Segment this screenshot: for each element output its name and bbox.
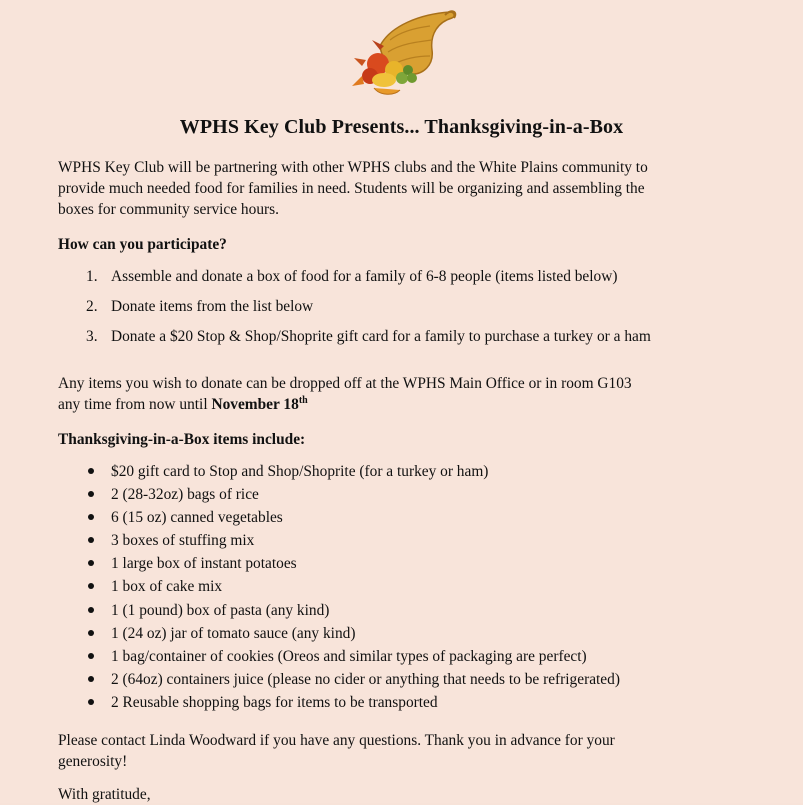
step-text: Assemble and donate a box of food for a family of 6-8 people (items listed below): [111, 268, 618, 285]
bullet-icon: [88, 560, 94, 566]
list-item: [0, 669, 803, 692]
list-item: [0, 576, 803, 599]
list-item: [0, 484, 803, 507]
intro-line: provide much needed food for families in need. Students will be organizing and assembling the: [58, 180, 645, 197]
contact-line: Please contact Linda Woodward if you have any questions. Thank you in advance for your: [58, 732, 615, 749]
bullet-icon: [88, 607, 94, 613]
item-text: 1 (1 pound) box of pasta (any kind): [111, 601, 330, 619]
bullet-icon: [88, 514, 94, 520]
participate-heading: How can you participate?: [58, 236, 227, 253]
dropoff-date-suffix: th: [298, 395, 308, 406]
item-text: 1 large box of instant potatoes: [111, 555, 297, 573]
dropoff-paragraph: [58, 373, 778, 415]
item-text: $20 gift card to Stop and Shop/Shoprite (for a turkey or ham): [111, 463, 489, 480]
list-item: [0, 507, 803, 530]
contact-line: generosity!: [58, 753, 128, 770]
bullet-icon: [88, 583, 94, 589]
item-text: 6 (15 oz) canned vegetables: [111, 509, 283, 527]
contact-paragraph: [58, 730, 778, 772]
items-heading: Thanksgiving-in-a-Box items include:: [58, 431, 306, 448]
dropoff-date: November 18: [211, 396, 299, 413]
step-number: 1.: [86, 268, 98, 285]
list-item: [0, 600, 803, 623]
bullet-icon: [88, 699, 94, 705]
list-item: [0, 646, 803, 669]
intro-paragraph: [58, 157, 778, 220]
step-number: 2.: [86, 298, 98, 315]
bullet-icon: [88, 491, 94, 497]
item-text: 1 (24 oz) jar of tomato sauce (any kind): [111, 624, 356, 642]
list-item: [0, 692, 803, 715]
item-text: 2 Reusable shopping bags for items to be transported: [111, 693, 438, 711]
list-item: [0, 296, 803, 326]
intro-line: WPHS Key Club will be partnering with other WPHS clubs and the White Plains community to: [58, 159, 648, 176]
list-item: [0, 326, 803, 356]
dropoff-line: [58, 394, 778, 415]
item-text: 2 (64oz) containers juice (please no cider or anything that needs to be refrigerated): [111, 670, 620, 688]
item-text: 3 boxes of stuffing mix: [111, 532, 255, 550]
dropoff-prefix: any time from now until: [58, 396, 212, 413]
participation-steps-list: [0, 266, 803, 356]
dropoff-line: Any items you wish to donate can be dropped off at the WPHS Main Office or in room G103: [58, 375, 632, 392]
step-text: Donate a $20 Stop & Shop/Shoprite gift card for a family to purchase a turkey or a ham: [111, 328, 651, 345]
list-item: [0, 461, 803, 484]
item-text: 2 (28-32oz) bags of rice: [111, 486, 259, 504]
intro-line: boxes for community service hours.: [58, 201, 279, 218]
step-number: 3.: [86, 328, 98, 345]
box-items-list: [0, 461, 803, 715]
list-item: [0, 623, 803, 646]
bullet-icon: [88, 537, 94, 543]
item-text: 1 bag/container of cookies (Oreos and similar types of packaging are perfect): [111, 647, 587, 665]
list-item: [0, 530, 803, 553]
bullet-icon: [88, 468, 94, 474]
step-text: Donate items from the list below: [111, 298, 314, 315]
item-text: 1 box of cake mix: [111, 578, 223, 596]
list-item: [0, 266, 803, 296]
bullet-icon: [88, 676, 94, 682]
page-title: WPHS Key Club Presents... Thanksgiving-in-a-Box: [179, 116, 624, 138]
signoff: With gratitude,: [58, 786, 151, 803]
list-item: [0, 553, 803, 576]
cornucopia-icon: [350, 6, 460, 98]
bullet-icon: [88, 630, 94, 636]
bullet-icon: [88, 653, 94, 659]
